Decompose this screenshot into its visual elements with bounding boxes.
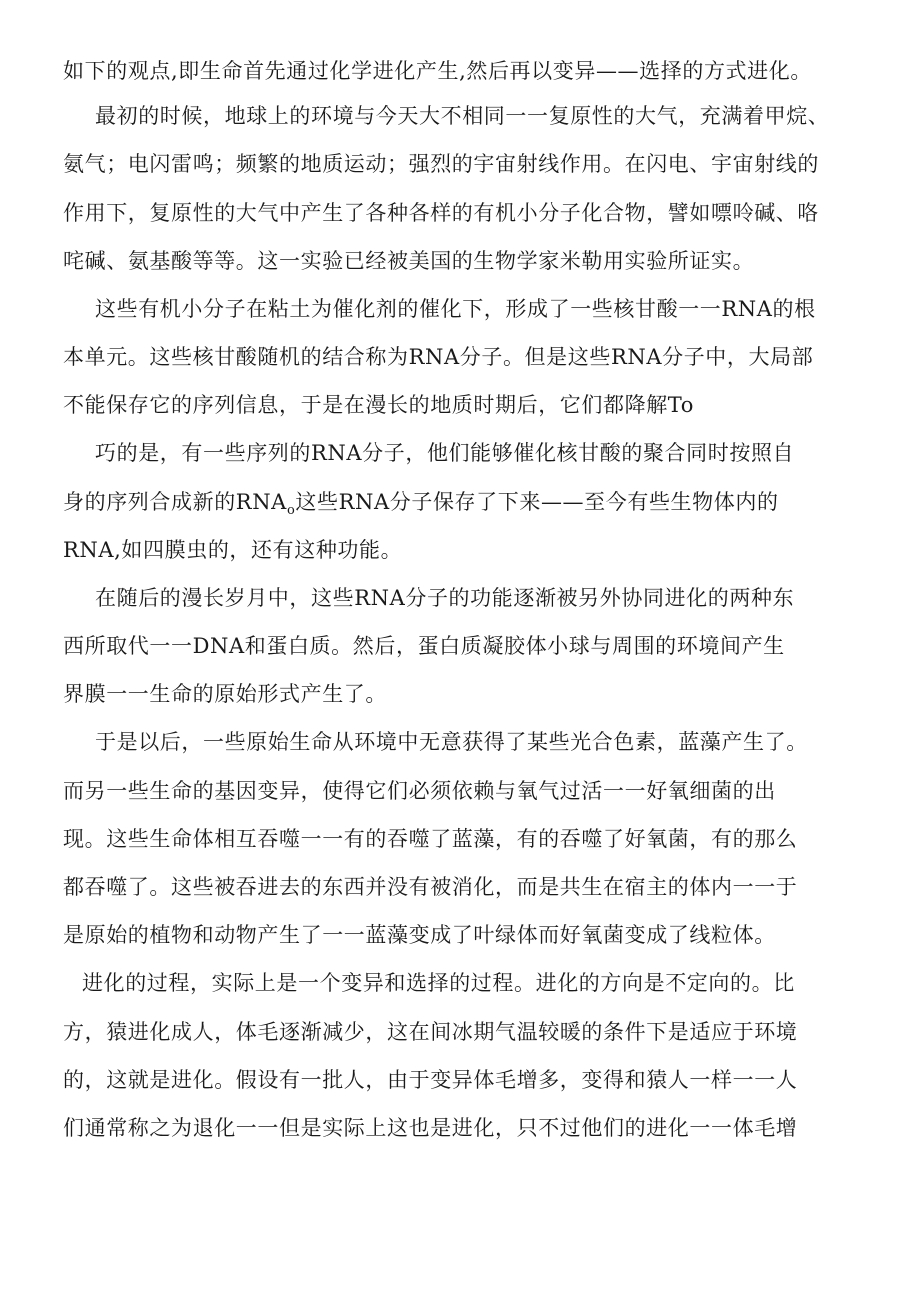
text-line: 西所取代一一DNA和蛋白质。然后，蛋白质凝胶体小球与周围的环境间产生: [63, 634, 785, 658]
text-line: 都吞噬了。这些被吞进去的东西并没有被消化，而是共生在宿主的体内一一于: [63, 875, 798, 899]
text-line: RNA,如四膜虫的，还有这种功能。: [63, 538, 403, 562]
text-line: 而另一些生命的基因变异，使得它们必须依赖与氧气过活一一好氧细菌的出: [63, 779, 776, 803]
text-line: [63, 489, 779, 524]
text-line: 如下的观点,即生命首先通过化学进化产生,然后再以变异——选择的方式进化。: [63, 59, 812, 83]
text-line: 进化的过程，实际上是一个变异和选择的过程。进化的方向是不定向的。比: [82, 971, 795, 995]
text-line: 界膜一一生命的原始形式产生了。: [63, 682, 387, 706]
text-line: 不能保存它的序列信息，于是在漫长的地质时期后，它们都降解To: [63, 393, 695, 417]
text-line: 们通常称之为退化一一但是实际上这也是进化，只不过他们的进化一一体毛增: [63, 1116, 798, 1140]
text-line: 咤碱、氨基酸等等。这一实验已经被美国的生物学家米勒用实验所证实。: [63, 249, 755, 273]
text-line-part: 身的序列合成新的RNA: [63, 490, 287, 514]
text-line: 现。这些生命体相互吞噬一一有的吞噬了蓝藻，有的吞噬了好氧菌，有的那么: [63, 827, 798, 851]
text-line: 于是以后，一些原始生命从环境中无意获得了某些光合色素，蓝藻产生了。: [95, 730, 808, 754]
subscript-mark: o: [286, 503, 296, 518]
text-line: 方，猿进化成人，体毛逐渐减少，这在间冰期气温较暖的条件下是适应于环境: [63, 1020, 798, 1044]
text-line: 的，这就是进化。假设有一批人，由于变异体毛增多，变得和猿人一样一一人: [63, 1068, 798, 1092]
text-line: 最初的时候，地球上的环境与今天大不相同一一复原性的大气，充满着甲烷、: [95, 104, 830, 128]
text-line: 是原始的植物和动物产生了一一蓝藻变成了叶绿体而好氧菌变成了线粒体。: [63, 923, 776, 947]
text-line-part: 这些RNA分子保存了下来——至今有些生物体内的: [295, 490, 779, 514]
text-line: 氨气；电闪雷鸣；频繁的地质运动；强烈的宇宙射线作用。在闪电、宇宙射线的: [63, 152, 819, 176]
text-line: 作用下，复原性的大气中产生了各种各样的有机小分子化合物，譬如嘌呤碱、咯: [63, 201, 819, 225]
text-line: 本单元。这些核甘酸随机的结合称为RNA分子。但是这些RNA分子中，大局部: [63, 345, 814, 369]
text-line: 在随后的漫长岁月中，这些RNA分子的功能逐渐被另外协同进化的两种东: [95, 586, 795, 610]
text-line: 巧的是，有一些序列的RNA分子，他们能够催化核甘酸的聚合同时按照自: [95, 441, 795, 465]
text-line: 这些有机小分子在粘土为催化剂的催化下，形成了一些核甘酸一一RNA的根: [95, 297, 816, 321]
